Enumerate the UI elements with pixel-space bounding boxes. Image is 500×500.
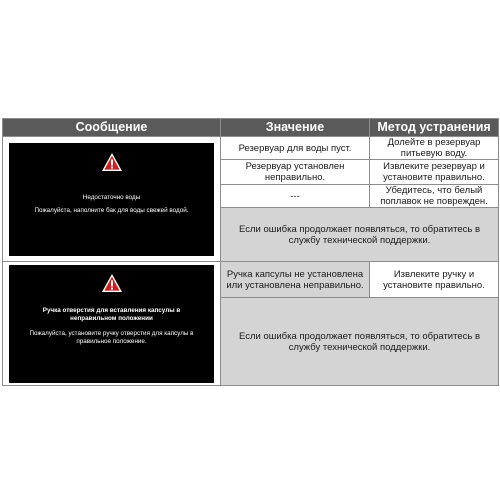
fix-cell: Извлеките ручку и установите правильно. — [370, 262, 499, 298]
screen-title: Недостаточно воды — [82, 193, 141, 201]
error-table — [2, 118, 499, 386]
error-screen — [9, 265, 214, 383]
value-cell: Резервуар для воды пуст. — [221, 137, 370, 160]
table-row — [3, 137, 499, 160]
message-cell — [3, 137, 221, 262]
value-cell: --- — [221, 185, 370, 208]
header-row — [3, 119, 499, 137]
header-fix: Метод устранения — [370, 119, 499, 137]
header-message: Сообщение — [3, 119, 221, 137]
value-cell: Резервуар установлен неправильно. — [221, 160, 370, 185]
header-value: Значение — [221, 119, 370, 137]
error-screen — [9, 143, 214, 256]
screen-text: Пожалуйста, установите ручку отверстия для капсулы в правильное положение. — [29, 329, 194, 345]
warning-triangle-icon — [101, 152, 123, 172]
fix-cell: Убедитесь, что белый поплавок не поврежден. — [370, 185, 499, 208]
value-cell: Ручка капсулы не установлена или установлена неправильно. — [221, 262, 370, 298]
support-note: Если ошибка продолжает появляться, то обратитесь в службу технической поддержки. — [221, 208, 499, 262]
screen-text: Пожалуйста, наполните бак для воды свежей водой. — [34, 206, 189, 214]
fix-cell: Долейте в резервуар питьевую воду. — [370, 137, 499, 160]
table-row — [3, 262, 499, 298]
fix-cell: Извлеките резервуар и установите правильно. — [370, 160, 499, 185]
message-cell — [3, 262, 221, 386]
warning-triangle-icon — [101, 273, 123, 293]
support-note: Если ошибка продолжает появляться, то обратитесь в службу технической поддержки. — [221, 298, 499, 386]
screen-title: Ручка отверстия для вставления капсулы в неправильном положении — [42, 306, 181, 322]
